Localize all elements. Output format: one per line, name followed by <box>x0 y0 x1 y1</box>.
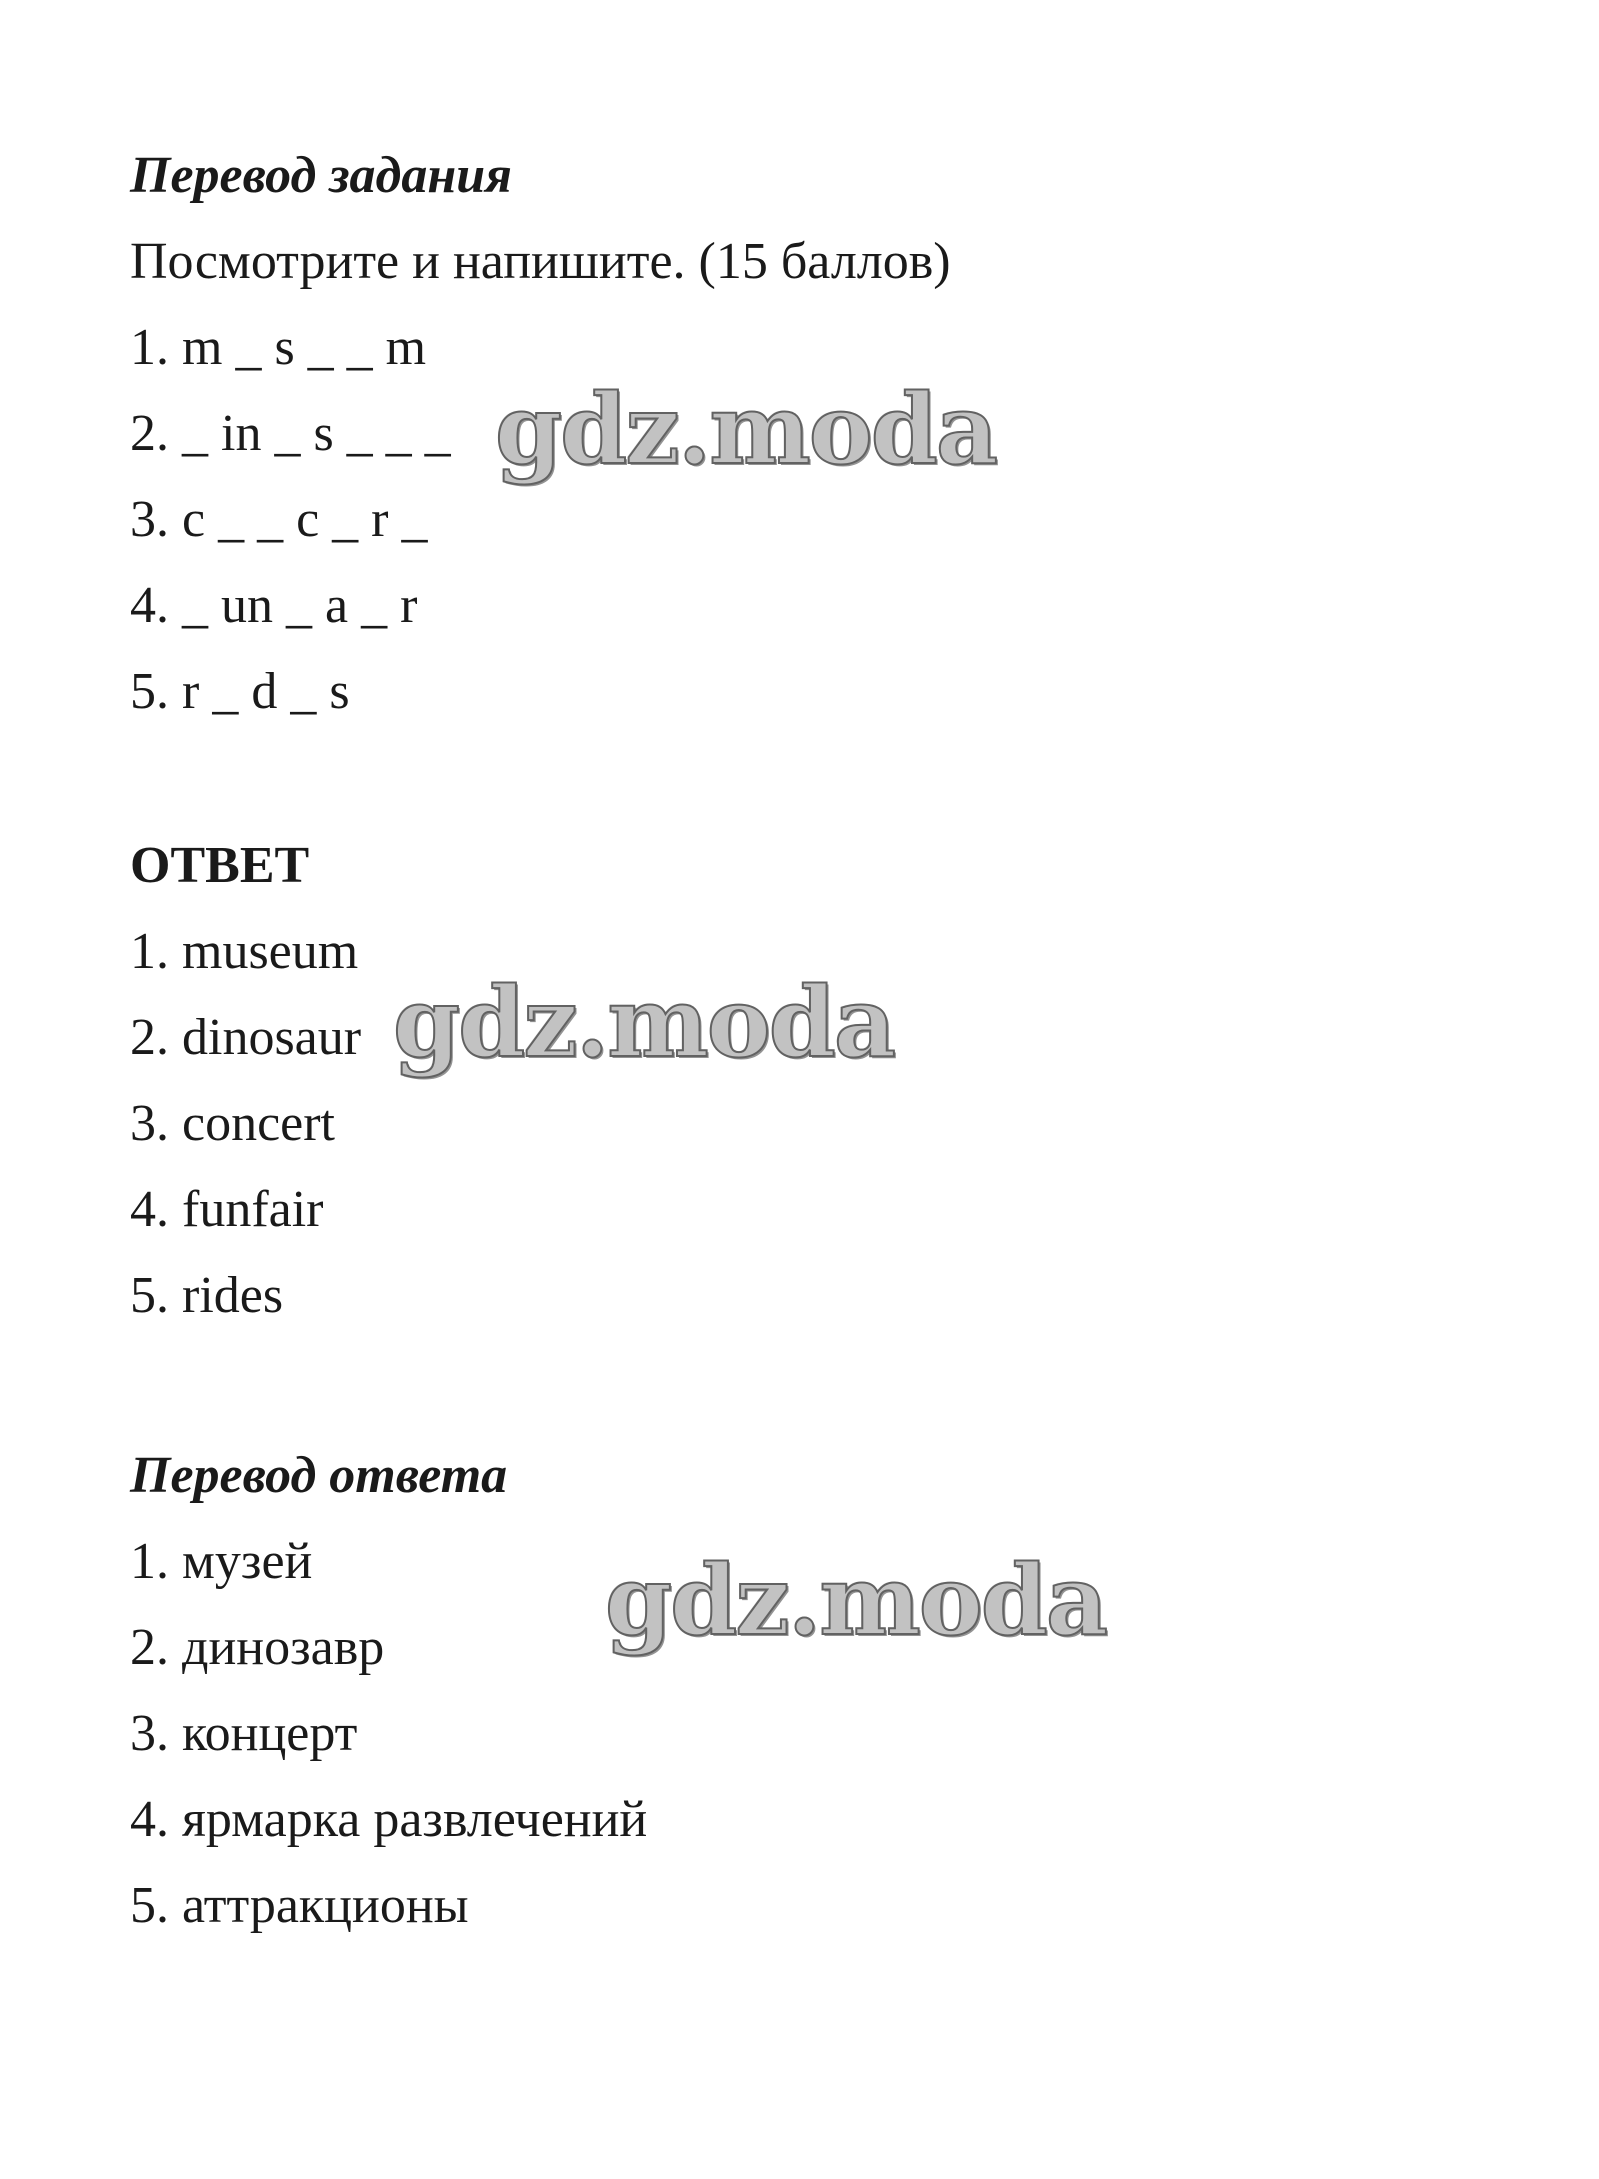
answer-item-3: 3. concert <box>130 1095 336 1152</box>
answer-heading: ОТВЕТ <box>130 837 310 894</box>
task-item-2: 2. _ in _ s _ _ _ <box>130 405 451 462</box>
watermark-3: gdz.moda <box>605 1544 1107 1657</box>
task-heading: Перевод задания <box>130 147 512 204</box>
watermark-1: gdz.moda <box>495 373 997 486</box>
translation-heading: Перевод ответа <box>130 1447 508 1504</box>
translation-item-3: 3. концерт <box>130 1705 358 1762</box>
translation-item-5: 5. аттракционы <box>130 1877 469 1934</box>
translation-item-1: 1. музей <box>130 1533 313 1590</box>
answer-item-1: 1. museum <box>130 923 359 980</box>
task-item-3: 3. c _ _ c _ r _ <box>130 491 428 548</box>
task-item-4: 4. _ un _ a _ r <box>130 577 418 634</box>
answer-item-5: 5. rides <box>130 1267 284 1324</box>
translation-item-2: 2. динозавр <box>130 1619 385 1676</box>
watermark-2: gdz.moda <box>393 966 895 1079</box>
task-instruction: Посмотрите и напишите. (15 баллов) <box>130 233 951 290</box>
answer-item-2: 2. dinosaur <box>130 1009 362 1066</box>
task-item-1: 1. m _ s _ _ m <box>130 319 427 376</box>
answer-item-4: 4. funfair <box>130 1181 324 1238</box>
translation-item-4: 4. ярмарка развлечений <box>130 1791 648 1848</box>
task-item-5: 5. r _ d _ s <box>130 663 350 720</box>
